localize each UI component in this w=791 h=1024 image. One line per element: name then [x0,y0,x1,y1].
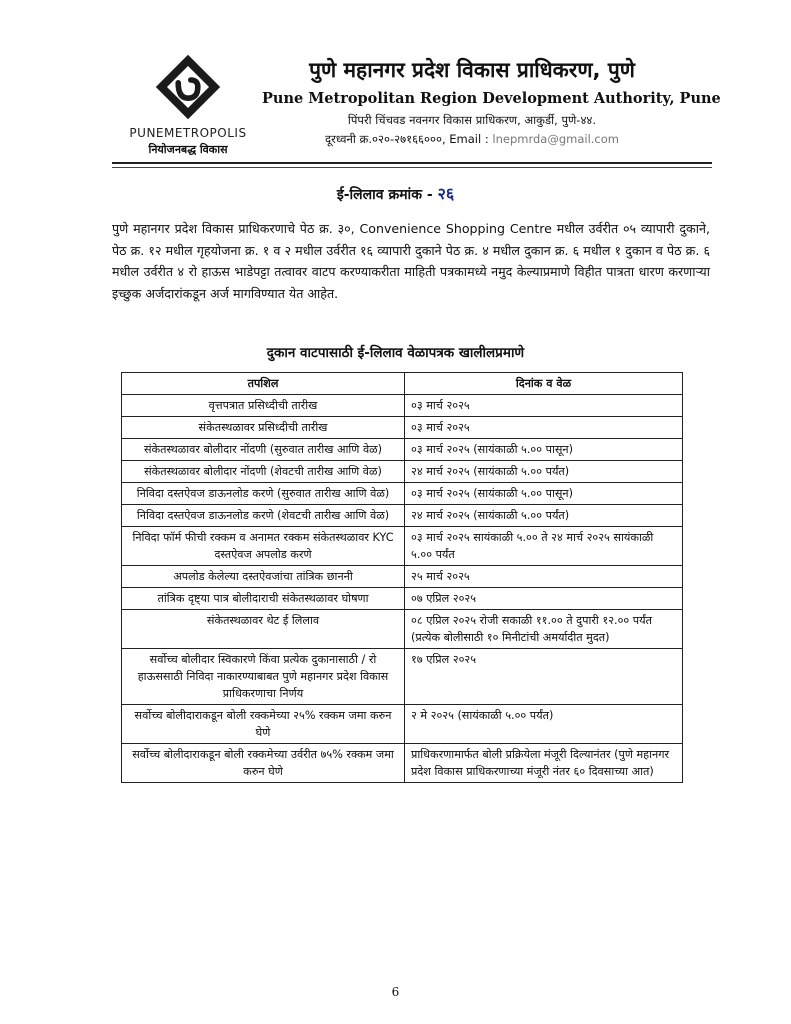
row-detail: सर्वोच्च बोलीदार स्विकारणे किंवा प्रत्येक दुकानासाठी / रो हाऊससाठी निविदा नाकारण्याबाबत पुणे महानगर प्रदेश विकास प्राधिकरणाचा निर्णय [122,649,405,705]
row-date: ०८ एप्रिल २०२५ रोजी सकाळी ११.०० ते दुपारी १२.०० पर्यंत (प्रत्येक बोलीसाठी १० मिनीटांची अमर्यादीत मुदत) [405,610,683,649]
table-header-row [122,373,683,395]
table-row [122,610,683,649]
auction-number: २६ [437,184,455,203]
table-row [122,705,683,744]
row-date: ०३ मार्च २०२५ [405,417,683,439]
logo-block [108,52,268,157]
row-detail: वृत्तपत्रात प्रसिध्दीची तारीख [122,395,405,417]
org-title-english: Pune Metropolitan Region Development Authority, Pune [262,90,721,107]
table-row [122,417,683,439]
table-row [122,566,683,588]
table-row [122,649,683,705]
column-header-details: तपशिल [122,373,405,395]
row-date: ०३ मार्च २०२५ [405,395,683,417]
header-divider [112,162,712,164]
pmrda-logo-icon [153,52,223,122]
row-detail: अपलोड केलेल्या दस्तऐवजांचा तांत्रिक छाननी [122,566,405,588]
row-date: २५ मार्च २०२५ [405,566,683,588]
row-date: ०३ मार्च २०२५ सायंकाळी ५.०० ते २४ मार्च २०२५ सायंकाळी ५.०० पर्यंत [405,527,683,566]
org-phone: दूरध्वनी क्र.०२०-२७१६६०००, Email : [325,132,489,146]
table-row [122,505,683,527]
row-detail: संकेतस्थळावर प्रसिध्दीची तारीख [122,417,405,439]
org-address: पिंपरी चिंचवड नवनगर विकास प्राधिकरण, आकुर्डी, पुणे-४४. [347,113,597,127]
row-date: ०३ मार्च २०२५ (सायंकाळी ५.०० पासून) [405,439,683,461]
row-detail: निविदा दस्तऐवज डाऊनलोड करणे (शेवटची तारीख आणि वेळ) [122,505,405,527]
table-row [122,527,683,566]
row-detail: सर्वोच्च बोलीदाराकडून बोली रक्कमेच्या २५% रक्कम जमा करुन घेणे [122,705,405,744]
row-date: ०३ मार्च २०२५ (सायंकाळी ५.०० पासून) [405,483,683,505]
logo-tagline: नियोजनबद्ध विकास [148,143,228,156]
logo-name: PUNEMETROPOLIS [129,126,247,140]
row-date: २४ मार्च २०२५ (सायंकाळी ५.०० पर्यंत) [405,461,683,483]
row-date: प्राधिकरणामार्फत बोली प्रक्रियेला मंजूरी दिल्यानंतर (पुणे महानगर प्रदेश विकास प्राधिकरणाच्या मंजूरी नंतर ६० दिवसाच्या आत) [405,744,683,783]
header-divider-thin [112,167,712,168]
auction-number-heading [0,182,791,204]
org-email: lnepmrda@gmail.com [492,132,619,146]
table-row [122,395,683,417]
row-detail: संकेतस्थळावर बोलीदार नोंदणी (सुरुवात तारीख आणि वेळ) [122,439,405,461]
page-number: 6 [391,985,400,999]
schedule-table [121,372,683,783]
row-date: १७ एप्रिल २०२५ [405,649,683,705]
table-row [122,439,683,461]
table-row [122,461,683,483]
schedule-title: दुकान वाटपासाठी ई-लिलाव वेळापत्रक खालीलप्रमाणे [266,345,525,361]
table-row [122,588,683,610]
row-detail: संकेतस्थळावर बोलीदार नोंदणी (शेवटची तारीख आणि वेळ) [122,461,405,483]
table-row [122,744,683,783]
row-detail: निविदा दस्तऐवज डाऊनलोड करणे (सुरुवात तारीख आणि वेळ) [122,483,405,505]
row-date: ०७ एप्रिल २०२५ [405,588,683,610]
row-detail: तांत्रिक दृष्ट्या पात्र बोलीदाराची संकेतस्थळावर घोषणा [122,588,405,610]
row-date: २ मे २०२५ (सायंकाळी ५.०० पर्यंत) [405,705,683,744]
intro-paragraph: पुणे महानगर प्रदेश विकास प्राधिकरणाचे पेठ क्र. ३०, Convenience Shopping Centre मधील उर्वरीत ०५ व्यापारी दुकाने, पेठ क्र. १२ मधील गृहयोजना क्र. १ व २ मधील उर्वरीत १६ व्यापारी दुकाने पेठ क्र. ४ मधील दुकान क्र. ६ मधील १ दुकान व पेठ क्र. ६ मधील उर्वरीत ४ रो हाऊस भाडेपट्टा तत्वावर वाटप करण्याकरीता माहिती पत्रकामध्ये नमुद केल्याप्रमाणे विहीत पात्रता धारण करणाऱ्या इच्छुक अर्जदारांकडून अर्ज मागविण्यात येत आहेत. [112,221,710,301]
org-contact [262,132,682,147]
row-detail: सर्वोच्च बोलीदाराकडून बोली रक्कमेच्या उर्वरीत ७५% रक्कम जमा करुन घेणे [122,744,405,783]
letterhead [262,56,721,147]
table-row [122,483,683,505]
row-detail: संकेतस्थळावर थेट ई लिलाव [122,610,405,649]
column-header-date-time: दिनांक व वेळ [405,373,683,395]
org-title-marathi: पुणे महानगर प्रदेश विकास प्राधिकरण, पुणे [309,58,635,82]
row-date: २४ मार्च २०२५ (सायंकाळी ५.०० पर्यंत) [405,505,683,527]
auction-label: ई-लिलाव क्रमांक - [336,187,433,203]
row-detail: निविदा फॉर्म फीची रक्कम व अनामत रक्कम संकेतस्थळावर KYC दस्तऐवज अपलोड करणे [122,527,405,566]
